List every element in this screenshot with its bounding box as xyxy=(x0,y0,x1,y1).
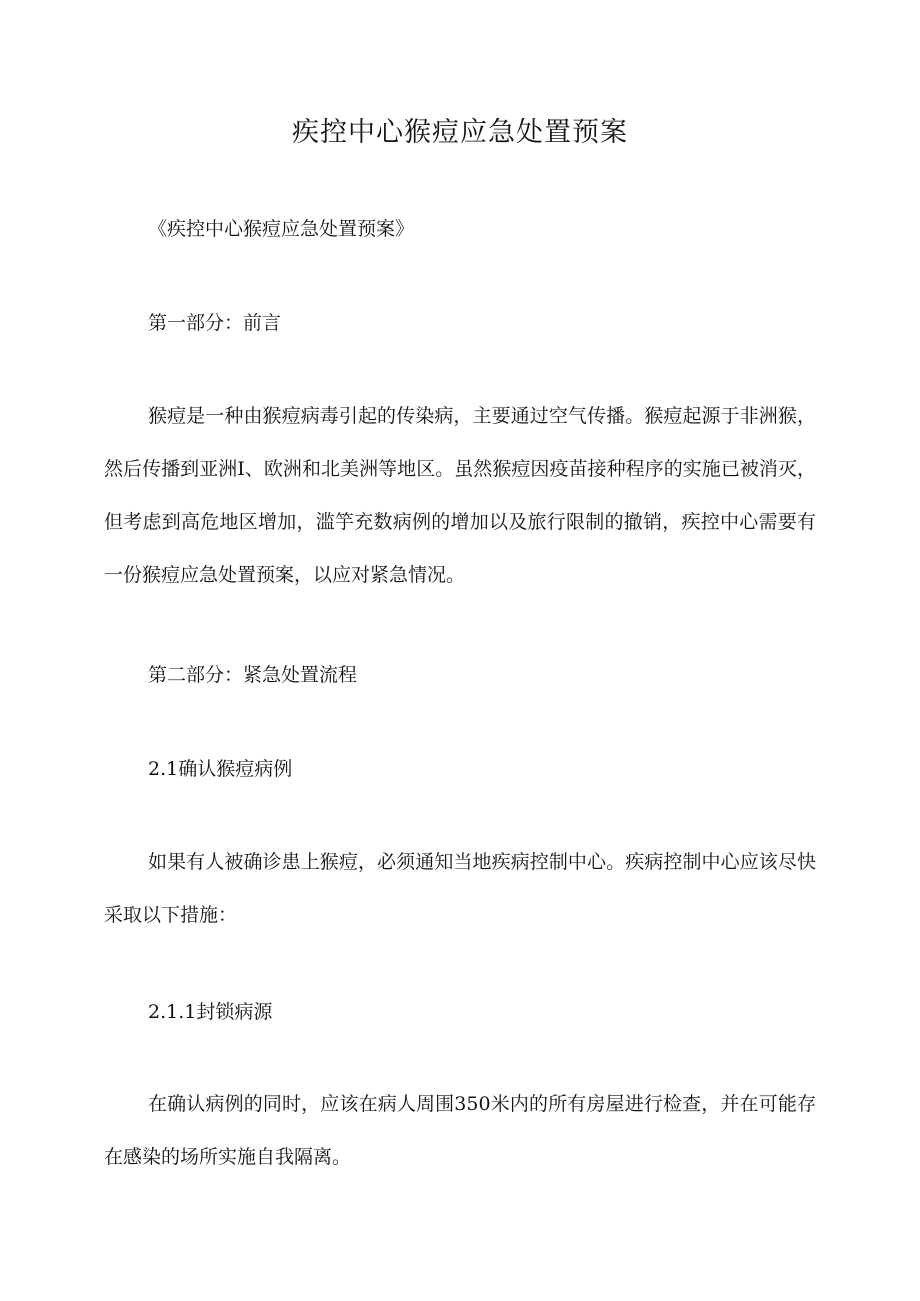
section-2-1-1-heading: 2.1.1封锁病源 xyxy=(148,1001,273,1023)
part1-paragraph: 猴痘是一种由猴痘病毒引起的传染病，主要通过空气传播。猴痘起源于非洲猴，然后传播到亚洲I、欧洲和北美洲等地区。虽然猴痘因疫苗接种程序的实施已被消灭，但考虑到高危地区增加，滥竽充数病例的增加以及旅行限制的撤销，疾控中心需要有一份猴痘应急处置预案，以应对紧急情况。 xyxy=(104,405,816,586)
part2-heading: 第二部分：紧急处置流程 xyxy=(148,664,358,686)
section-2-1-heading: 2.1确认猴痘病例 xyxy=(148,758,293,780)
section-2-1-paragraph: 如果有人被确诊患上猴痘，必须通知当地疾病控制中心。疾病控制中心应该尽快采取以下措施： xyxy=(104,851,816,926)
part1-heading: 第一部分：前言 xyxy=(148,312,282,334)
section-2-1-1-paragraph: 在确认病例的同时，应该在病人周围350米内的所有房屋进行检查，并在可能存在感染的场所实施自我隔离。 xyxy=(104,1093,816,1168)
document-subtitle: 《疾控中心猴痘应急处置预案》 xyxy=(148,218,415,240)
document-title: 疾控中心猴痘应急处置预案 xyxy=(292,117,628,148)
